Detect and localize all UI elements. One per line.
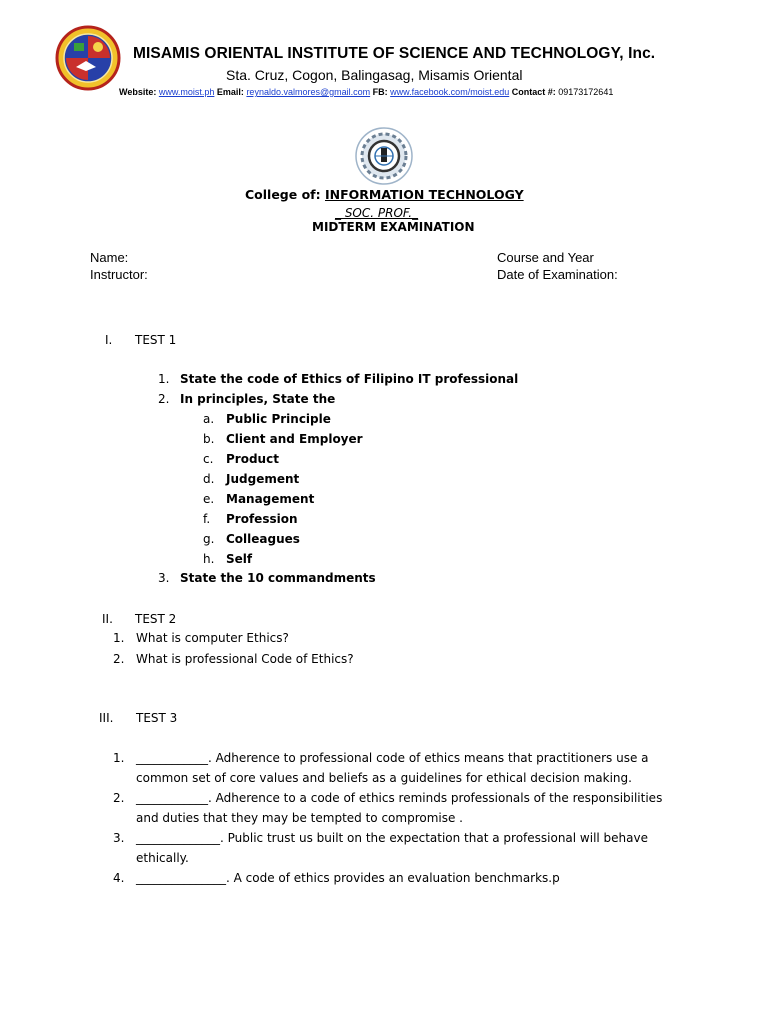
date-field-label: Date of Examination: <box>497 267 618 282</box>
test3-item-text: ____________. Adherence to a code of ethics reminds professionals of the responsibilities and duties that they may be tempted to compromise . <box>136 791 663 825</box>
instructor-field-label: Instructor: <box>90 267 148 282</box>
contact-label: Contact #: <box>511 87 556 97</box>
test2-item-text: What is professional Code of Ethics? <box>136 652 354 666</box>
test1-subitem-text: Judgement <box>226 472 300 486</box>
test1-subitem-text: Self <box>226 552 253 566</box>
college-label: College of: <box>245 187 321 202</box>
test3-title: TEST 3 <box>136 711 178 725</box>
exam-type: MIDTERM EXAMINATION <box>312 220 475 234</box>
test2-item-num: 1. <box>113 631 125 645</box>
email-label: Email: <box>216 87 244 97</box>
school-seal-logo <box>52 25 124 91</box>
test3-item-text: ____________. Adherence to professional code of ethics means that practitioners use a common set of core values and beliefs as a guidelines for ethical decision making. <box>136 751 649 785</box>
test2-numeral: II. <box>102 612 113 626</box>
test3-numeral: III. <box>99 711 114 725</box>
test3-item-text: _______________. A code of ethics provides an evaluation benchmarks.p <box>136 871 560 885</box>
test1-numeral: I. <box>105 333 113 347</box>
email-link[interactable]: reynaldo.valmores@gmail.com <box>246 87 371 97</box>
test1-subitem-text: Colleagues <box>226 532 300 546</box>
test1-subitem-letter: h. <box>203 552 215 566</box>
test1-item-num: 3. <box>158 571 170 585</box>
test2-item-text: What is computer Ethics? <box>136 631 289 645</box>
test3-item-num: 1. <box>113 751 125 765</box>
test1-item-text: In principles, State the <box>180 392 336 406</box>
contact-number: 09173172641 <box>558 87 614 97</box>
college-heading <box>245 187 524 202</box>
test1-subitem-text: Management <box>226 492 315 506</box>
test1-item-text: State the 10 commandments <box>180 571 376 585</box>
test1-subitem-letter: f. <box>203 512 211 526</box>
institution-address: Sta. Cruz, Cogon, Balingasag, Misamis Oriental <box>226 67 523 83</box>
contact-line <box>119 87 613 97</box>
course-year-field-label: Course and Year <box>497 250 594 265</box>
test1-subitem-letter: g. <box>203 532 215 546</box>
test1-subitem-letter: a. <box>203 412 215 426</box>
test1-subitem-text: Public Principle <box>226 412 331 426</box>
test1-subitem-letter: c. <box>203 452 214 466</box>
test1-item-num: 2. <box>158 392 170 406</box>
test3-item-num: 4. <box>113 871 125 885</box>
test1-subitem-text: Profession <box>226 512 298 526</box>
test3-item-text: ______________. Public trust us built on the expectation that a professional will behave ethically. <box>136 831 649 865</box>
test2-item-num: 2. <box>113 652 125 666</box>
subject-title <box>335 206 418 220</box>
facebook-link[interactable]: www.facebook.com/moist.edu <box>390 87 510 97</box>
institution-name: MISAMIS ORIENTAL INSTITUTE OF SCIENCE AND TECHNOLOGY, Inc. <box>133 45 656 62</box>
test1-subitem-letter: b. <box>203 432 215 446</box>
website-link[interactable]: www.moist.ph <box>158 87 215 97</box>
test1-title: TEST 1 <box>135 333 177 347</box>
test1-subitem-letter: d. <box>203 472 215 486</box>
subject-name: _ SOC. PROF._ <box>335 206 419 220</box>
test3-item-num: 3. <box>113 831 125 845</box>
name-field-label: Name: <box>90 250 129 265</box>
college-gear-logo <box>352 126 416 186</box>
fb-label: FB: <box>372 87 388 97</box>
college-name: INFORMATION TECHNOLOGY <box>324 187 524 202</box>
test3-item-num: 2. <box>113 791 125 805</box>
website-label: Website: <box>119 87 157 97</box>
test1-subitem-text: Client and Employer <box>226 432 363 446</box>
test1-subitem-text: Product <box>226 452 279 466</box>
test2-title: TEST 2 <box>135 612 177 626</box>
test1-item-text: State the code of Ethics of Filipino IT professional <box>180 372 519 386</box>
test1-item-num: 1. <box>158 372 170 386</box>
test1-subitem-letter: e. <box>203 492 215 506</box>
